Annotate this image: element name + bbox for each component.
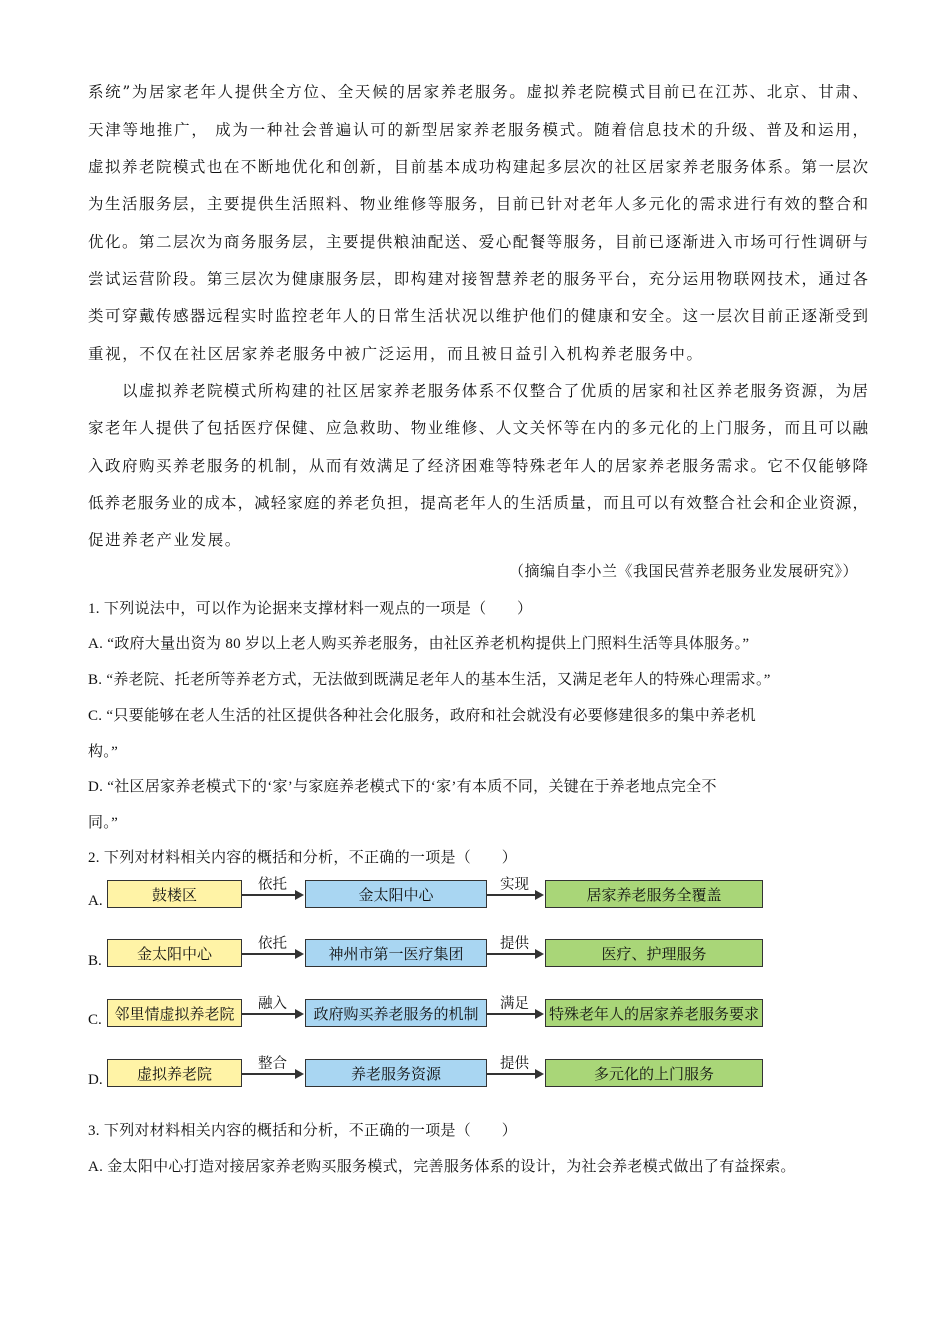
passage-line: 以虚拟养老院模式所构建的社区居家养老服务体系不仅整合了优质的居家和社区养老服务资源，为居 xyxy=(122,382,868,400)
flow-verb: 依托 xyxy=(258,877,287,893)
flow-arrow xyxy=(242,894,302,896)
flow-box-subject: 邻里情虚拟养老院 xyxy=(107,999,242,1027)
flow-arrow xyxy=(242,1073,302,1075)
flow-box-middle: 神州市第一医疗集团 xyxy=(305,939,487,967)
question-3-stem: 3. 下列对材料相关内容的概括和分析，不正确的一项是（ ） xyxy=(88,1123,518,1139)
flow-arrow xyxy=(487,894,542,896)
flow-arrow xyxy=(487,953,542,955)
question-1-option-c-cont: 构。” xyxy=(88,744,119,760)
passage-line: 优化。第二层次为商务服务层，主要提供粮油配送、爱心配餐等服务，目前已逐渐进入市场可行性调研与 xyxy=(88,233,868,251)
flow-arrow xyxy=(487,1013,542,1015)
passage-line: 虚拟养老院模式也在不断地优化和创新，目前基本成功构建起多层次的社区居家养老服务体系。第一层次 xyxy=(88,158,868,176)
flow-verb: 整合 xyxy=(258,1056,287,1072)
passage-line: 系统”为居家老年人提供全方位、全天候的居家养老服务。虚拟养老院模式目前已在江苏、北京、甘肃、 xyxy=(88,83,868,101)
passage-line: 入政府购买养老服务的机制，从而有效满足了经济困难等特殊老年人的居家养老服务需求。它不仅能够降 xyxy=(88,457,868,475)
flow-arrow xyxy=(487,1073,542,1075)
flow-verb: 满足 xyxy=(500,996,529,1012)
flow-box-middle: 金太阳中心 xyxy=(305,880,487,908)
flow-box-middle: 政府购买养老服务的机制 xyxy=(305,999,487,1027)
flow-option-letter: B. xyxy=(88,953,102,969)
passage-line: 促进养老产业发展。 xyxy=(88,531,242,549)
question-1-option-d: D. “社区居家养老模式下的‘家’与家庭养老模式下的‘家’有本质不同，关键在于养老地点完全不 xyxy=(88,779,717,795)
flow-verb: 提供 xyxy=(500,1056,529,1072)
passage-line: 低养老服务业的成本，减轻家庭的养老负担，提高老年人的生活质量，而且可以有效整合社会和企业资源， xyxy=(88,494,868,512)
flow-option-letter: C. xyxy=(88,1012,102,1028)
question-3-option-a: A. 金太阳中心打造对接居家养老购买服务模式，完善服务体系的设计，为社会养老模式做出了有益探索。 xyxy=(88,1159,796,1175)
passage-line: 尝试运营阶段。第三层次为健康服务层，即构建对接智慧养老的服务平台，充分运用物联网技术，通过各 xyxy=(88,270,868,288)
flow-box-middle: 养老服务资源 xyxy=(305,1059,487,1087)
flow-box-result: 多元化的上门服务 xyxy=(545,1059,763,1087)
flow-verb: 提供 xyxy=(500,936,529,952)
question-1-option-d-cont: 同。” xyxy=(88,815,119,831)
question-1-option-c: C. “只要能够在老人生活的社区提供各种社会化服务，政府和社会就没有必要修建很多的集中养老机 xyxy=(88,708,756,724)
flow-arrow xyxy=(242,1013,302,1015)
flow-verb: 依托 xyxy=(258,936,287,952)
flow-box-subject: 虚拟养老院 xyxy=(107,1059,242,1087)
passage-line: 重视，不仅在社区居家养老服务中被广泛运用，而且被日益引入机构养老服务中。 xyxy=(88,345,704,363)
flow-box-subject: 鼓楼区 xyxy=(107,880,242,908)
passage-line: 家老年人提供了包括医疗保健、应急救助、物业维修、人文关怀等在内的多元化的上门服务，而且可以融 xyxy=(88,419,868,437)
flow-option-letter: A. xyxy=(88,893,103,909)
source-citation: （摘编自李小兰《我国民营养老服务业发展研究》） xyxy=(508,562,858,580)
question-1-option-a: A. “政府大量出资为 80 岁以上老人购买养老服务，由社区养老机构提供上门照料生活等具体服务。” xyxy=(88,636,750,652)
flow-box-subject: 金太阳中心 xyxy=(107,939,242,967)
flow-verb: 融入 xyxy=(258,996,287,1012)
question-2-stem: 2. 下列对材料相关内容的概括和分析，不正确的一项是（ ） xyxy=(88,850,518,866)
flow-verb: 实现 xyxy=(500,877,529,893)
flow-arrow xyxy=(242,953,302,955)
passage-line: 为生活服务层，主要提供生活照料、物业维修等服务，目前已针对老年人多元化的需求进行有效的整合和 xyxy=(88,195,868,213)
flow-option-letter: D. xyxy=(88,1072,103,1088)
passage-line: 类可穿戴传感器远程实时监控老年人的日常生活状况以维护他们的健康和安全。这一层次目前正逐渐受到 xyxy=(88,307,868,325)
question-1-option-b: B. “养老院、托老所等养老方式，无法做到既满足老年人的基本生活，又满足老年人的特殊心理需求。” xyxy=(88,672,771,688)
passage-line: 天津等地推广， 成为一种社会普遍认可的新型居家养老服务模式。随着信息技术的升级、普及和运用， xyxy=(88,121,868,139)
flow-box-result: 特殊老年人的居家养老服务要求 xyxy=(545,999,763,1027)
question-1-stem: 1. 下列说法中，可以作为论据来支撑材料一观点的一项是（ ） xyxy=(88,601,533,617)
flow-box-result: 医疗、护理服务 xyxy=(545,939,763,967)
flow-box-result: 居家养老服务全覆盖 xyxy=(545,880,763,908)
